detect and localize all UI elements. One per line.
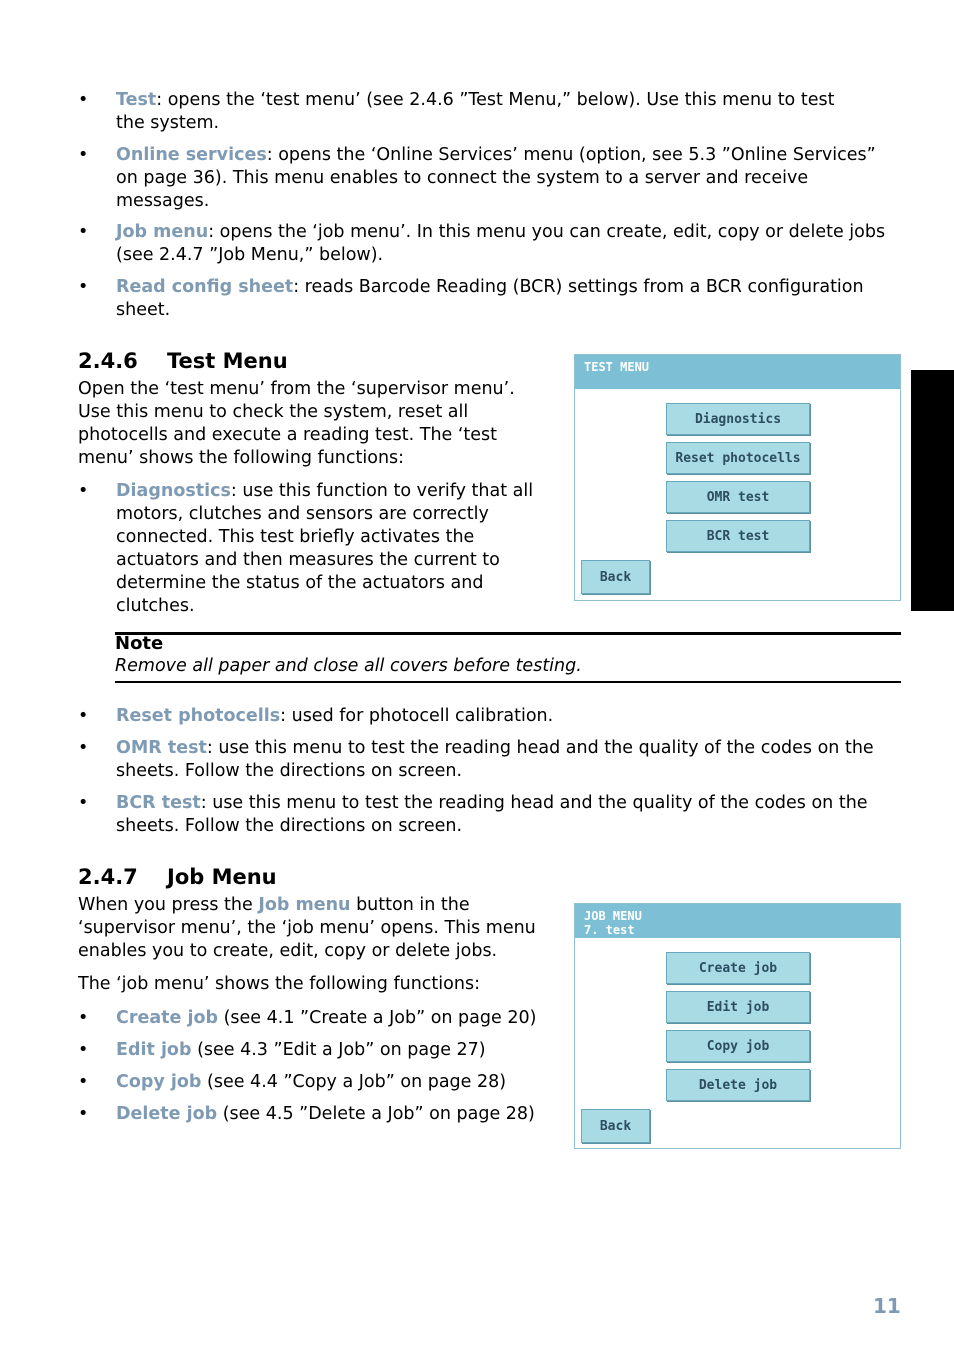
omr-test-button[interactable]: OMR test bbox=[666, 481, 810, 513]
job-menu-functions-intro: The ‘job menu’ shows the following functions: bbox=[78, 974, 480, 994]
back-button[interactable]: Back bbox=[581, 1109, 650, 1143]
create-job-button[interactable]: Create job bbox=[666, 952, 810, 984]
bullet-dot: • bbox=[78, 1040, 89, 1060]
delete-job-button[interactable]: Delete job bbox=[666, 1069, 810, 1101]
bullet-dot: • bbox=[78, 222, 89, 242]
bullet-copy-job: Copy job (see 4.4 ”Copy a Job” on page 28) bbox=[116, 1072, 507, 1092]
section-heading-job-menu: 2.4.7 Job Menu bbox=[78, 865, 277, 889]
bullet-read-config-sheet: Read config sheet: reads Barcode Reading (BCR) settings from a BCR configuration sheet. bbox=[116, 277, 864, 320]
bullet-test: Test: opens the ‘test menu’ (see 2.4.6 ”Test Menu,” below). Use this menu to test the system. bbox=[116, 90, 835, 133]
bullet-dot: • bbox=[78, 1104, 89, 1124]
bullet-delete-job: Delete job (see 4.5 ”Delete a Job” on page 28) bbox=[116, 1104, 535, 1124]
diagnostics-button[interactable]: Diagnostics bbox=[666, 403, 810, 435]
test-menu-screenshot bbox=[574, 354, 901, 601]
test-menu-intro: Open the ‘test menu’ from the ‘supervisor menu’. Use this menu to check the system, reset all photocells and execute a reading test. The ‘test menu’ shows the following functions: bbox=[78, 379, 515, 468]
bullet-dot: • bbox=[78, 90, 89, 110]
bullet-job-menu: Job menu: opens the ‘job menu’. In this menu you can create, edit, copy or delete jobs (see 2.4.7 ”Job Menu,” below). bbox=[116, 222, 886, 265]
bullet-create-job: Create job (see 4.1 ”Create a Job” on page 20) bbox=[116, 1008, 537, 1028]
edit-job-button[interactable]: Edit job bbox=[666, 991, 810, 1023]
bullet-dot: • bbox=[78, 145, 89, 165]
bullet-dot: • bbox=[78, 277, 89, 297]
page-number: 11 bbox=[873, 1294, 901, 1318]
chapter-tab bbox=[911, 370, 954, 611]
bullet-dot: • bbox=[78, 738, 89, 758]
note-title: Note bbox=[115, 633, 164, 654]
section-heading-test-menu: 2.4.6 Test Menu bbox=[78, 349, 288, 373]
bullet-reset-photocells: Reset photocells: used for photocell calibration. bbox=[116, 706, 554, 726]
note-box bbox=[115, 632, 901, 683]
job-menu-screenshot bbox=[574, 903, 901, 1149]
reset-photocells-button[interactable]: Reset photocells bbox=[666, 442, 810, 474]
bullet-dot: • bbox=[78, 793, 89, 813]
bullet-diagnostics: Diagnostics: use this function to verify that all motors, clutches and sensors are correctly connected. This test briefly activates the actuators and then measures the current to determine the status of the actuators and clutches. bbox=[116, 481, 534, 616]
screen-header: TEST MENU bbox=[575, 355, 900, 389]
bullet-dot: • bbox=[78, 1072, 89, 1092]
copy-job-button[interactable]: Copy job bbox=[666, 1030, 810, 1062]
bullet-dot: • bbox=[78, 481, 89, 501]
screen-header: JOB MENU 7. test bbox=[575, 904, 900, 938]
bullet-edit-job: Edit job (see 4.3 ”Edit a Job” on page 27) bbox=[116, 1040, 486, 1060]
back-button[interactable]: Back bbox=[581, 560, 650, 594]
bullet-dot: • bbox=[78, 706, 89, 726]
bullet-online-services: Online services: opens the ‘Online Services’ menu (option, see 5.3 ”Online Services” on page 36). This menu enables to connect the system to a server and receive messages. bbox=[116, 145, 876, 211]
bullet-dot: • bbox=[78, 1008, 89, 1028]
job-menu-intro: When you press the Job menu button in the ‘supervisor menu’, the ‘job menu’ opens. This menu enables you to create, edit, copy or delete jobs. bbox=[78, 895, 536, 961]
bcr-test-button[interactable]: BCR test bbox=[666, 520, 810, 552]
bullet-omr-test: OMR test: use this menu to test the reading head and the quality of the codes on the sheets. Follow the directions on screen. bbox=[116, 738, 874, 781]
bullet-bcr-test: BCR test: use this menu to test the reading head and the quality of the codes on the sheets. Follow the directions on screen. bbox=[116, 793, 868, 836]
note-text: Remove all paper and close all covers before testing. bbox=[115, 656, 582, 676]
term: Test bbox=[116, 90, 157, 110]
